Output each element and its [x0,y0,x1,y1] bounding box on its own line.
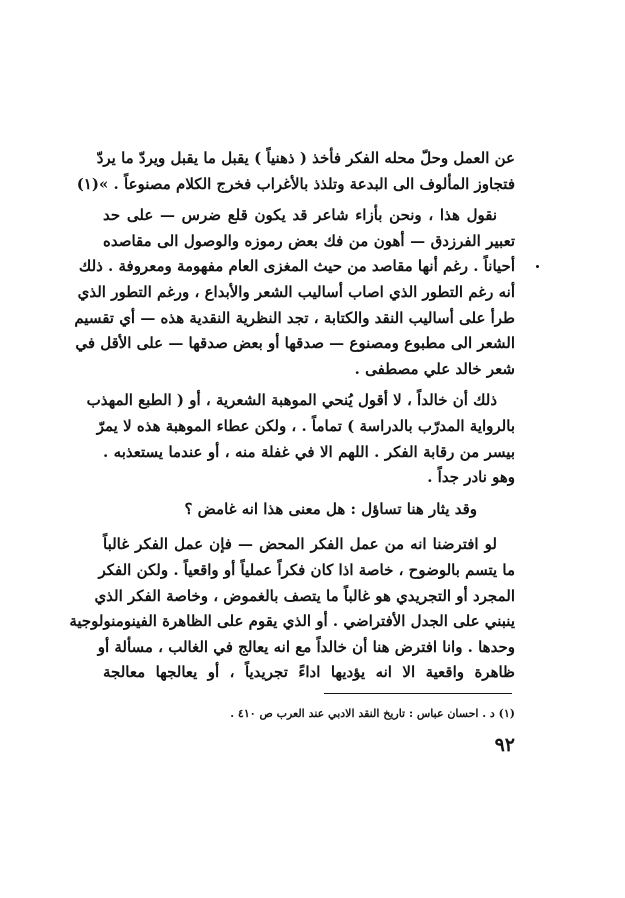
footnote-divider [324,693,512,694]
text-line: وحدها . وانا افترض هنا أن خالداً مع انه يعالج في الغالب ، مسألة أو [97,637,515,656]
text-line: المجرد أو التجريدي هو غالباً ما يتصف بالغموض ، وخاصة الفكر الذي [94,586,515,605]
page-number: ٩٢ [494,734,515,756]
question-line: وقد يثار هنا تساؤل : هل معنى هذا انه غامض ؟ [184,499,477,518]
paragraph-start-line: نقول هذا ، ونحن بأزاء شاعر قد يكون قلع ضرس — على حد [103,206,497,225]
text-line: ما يتسم بالوضوح ، خاصة اذا كان فكراً عملياً أو واقعياً . ولكن الفكر [98,560,515,579]
text-line: فتجاوز المألوف الى البدعة وتلذذ بالأغراب فخرج الكلام مصنوعاً . »(١) [76,174,515,193]
text-line: طرأ على أساليب النقد والكتابة ، تجد النظرية النقدية هذه — أي تقسيم [74,308,515,327]
text-line: أنه رغم التطور الذي اصاب أساليب الشعر والأبداع ، ورغم التطور الذي [77,282,515,301]
text-line: ينبني على الجدل الأفتراضي . أو الذي يقوم على الظاهرة الفينومنولوجية [69,612,515,631]
text-line: تعبير الفرزدق — أهون من فك بعض رموزه والوصول الى مقاصده [103,231,515,250]
text-line: شعر خالد علي مصطفى . [354,359,515,378]
text-line: ظاهرة واقعية الا انه يؤديها اداءً تجريدياً ، أو يعالجها معالجة [103,663,515,682]
text-line: بيسر من رقابة الفكر . اللهم الا في غفلة منه ، أو عندما يستعذبه . [103,442,515,461]
footnote: (١) د . احسان عباس : تاريخ النقد الادبي عند العرب ص ٤١٠ . [230,707,515,720]
paragraph-start-line: ذلك أن خالداً ، لا أقول يُنحي الموهبة الشعرية ، أو ( الطبع المهذب [86,391,497,410]
text-line: الشعر الى مطبوع ومصنوع — صدقها أو بعض صدقها — على الأقل في [75,334,515,353]
text-line: عن العمل وحلّ محله الفكر فأخذ ( ذهنياً ) يقبل ما يقبل ويردّ ما يردّ [96,149,515,167]
text-line: وهو نادر جداً . [427,468,515,487]
margin-dot [536,265,539,268]
body-text [69,146,515,686]
text-line: بالرواية المدرّب بالدراسة ) تماماً . ، ولكن عطاء الموهبة هذه لا يمرّ [96,416,515,435]
text-line: أحياناً . رغم أنها مقاصد من حيث المغزى العام مفهومة ومعروفة . ذلك [78,257,515,276]
paragraph-start-line: لو افترضنا انه من عمل الفكر المحض — فإن عمل الفكر غالباً [103,535,497,554]
